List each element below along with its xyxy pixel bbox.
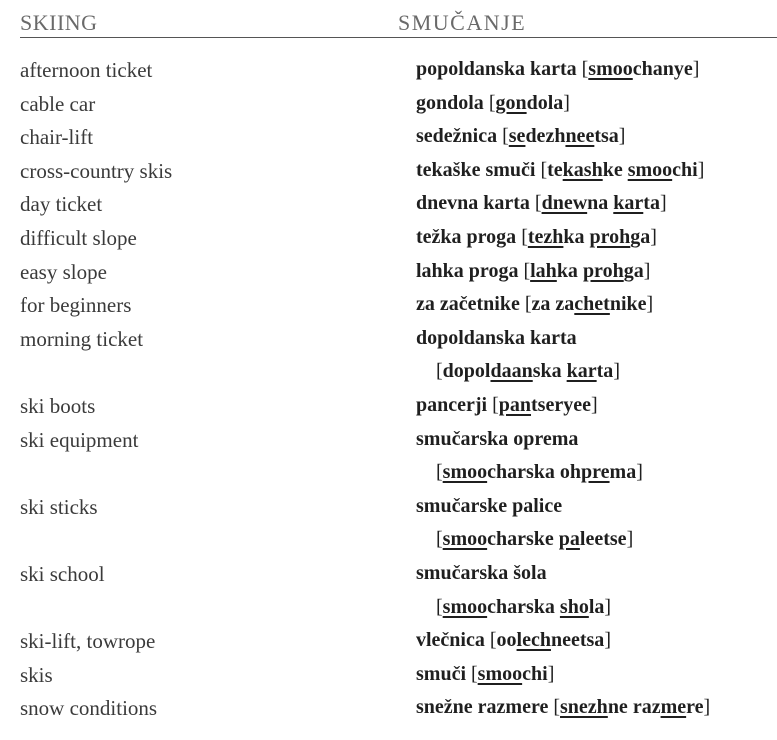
slovene-word: dopoldanska karta xyxy=(416,326,577,349)
english-term: ski sticks xyxy=(20,494,98,519)
english-term: difficult slope xyxy=(20,226,137,250)
pronunciation: [tezhka prohga] xyxy=(516,226,657,248)
english-term: cross-country skis xyxy=(20,158,173,183)
slovene-word: težka proga xyxy=(416,226,517,248)
slovene-term xyxy=(416,428,578,451)
slovene-word: smučarska šola xyxy=(416,562,547,584)
slovene-term xyxy=(416,159,704,182)
english-term: cable car xyxy=(20,91,96,116)
slovene-word: vlečnica xyxy=(416,629,485,652)
pronunciation: [oolechneetsa] xyxy=(484,629,611,652)
english-term: snow conditions xyxy=(20,696,158,721)
slovene-term xyxy=(416,92,570,115)
english-term: day ticket xyxy=(20,192,103,217)
english-term: ski-lift, towrope xyxy=(20,629,156,654)
slovene-term xyxy=(416,394,598,417)
slovene-term xyxy=(416,125,625,148)
pronunciation: [smoochanye] xyxy=(576,58,700,80)
slovene-term xyxy=(416,327,577,350)
slovene-term xyxy=(416,260,650,283)
pronunciation: [dnewna karta] xyxy=(529,192,667,215)
pronunciation: [dopoldaanska karta] xyxy=(436,360,620,383)
english-term: morning ticket xyxy=(20,326,144,351)
pronunciation: [smoochi] xyxy=(466,662,555,685)
pronunciation: [smoocharska shola] xyxy=(436,595,612,618)
slovene-word: popoldanska karta xyxy=(416,58,577,80)
slovene-word: smuči xyxy=(416,662,466,685)
header-english: SKIING xyxy=(20,10,98,35)
slovene-term xyxy=(416,562,547,585)
english-term: ski school xyxy=(20,562,105,586)
header-rule xyxy=(20,37,777,38)
pronunciation: [smoocharske paleetse] xyxy=(436,528,634,551)
pronunciation: [lahka prohga] xyxy=(518,259,651,282)
english-term: for beginners xyxy=(20,293,132,318)
slovene-word: za začetnike xyxy=(416,293,520,316)
slovene-word: tekaške smuči xyxy=(416,158,536,181)
english-term: ski boots xyxy=(20,394,96,418)
slovene-term xyxy=(416,696,710,719)
section-header xyxy=(0,0,777,40)
english-term: easy slope xyxy=(20,259,107,284)
slovene-word: sedežnica xyxy=(416,125,498,148)
pronunciation: [snezhne razmere] xyxy=(548,696,711,719)
slovene-term xyxy=(416,58,699,81)
slovene-word: pancerji xyxy=(416,394,488,416)
pronunciation: [sedezhneetsa] xyxy=(497,125,626,148)
slovene-term xyxy=(416,495,562,518)
slovene-term xyxy=(416,629,611,652)
slovene-term xyxy=(416,663,554,686)
slovene-word: smučarska oprema xyxy=(416,427,579,450)
pronunciation: [pantseryee] xyxy=(487,394,598,416)
pronunciation: [gondola] xyxy=(483,91,570,114)
english-term: skis xyxy=(20,662,53,687)
slovene-word: smučarske palice xyxy=(416,494,563,517)
slovene-word: gondola xyxy=(416,91,484,114)
pronunciation: [tekashke smoochi] xyxy=(535,158,705,181)
pronunciation: [smoocharska ohprema] xyxy=(436,461,643,484)
slovene-word: snežne razmere xyxy=(416,696,549,719)
english-term: chair-lift xyxy=(20,125,94,150)
slovene-term xyxy=(416,293,653,316)
slovene-word: lahka proga xyxy=(416,259,519,282)
slovene-term xyxy=(416,192,667,215)
pronunciation: [za zachetnike] xyxy=(519,293,654,316)
slovene-term xyxy=(416,226,657,249)
english-term: ski equipment xyxy=(20,427,139,452)
slovene-word: dnevna karta xyxy=(416,192,530,215)
header-slovene: SMUČANJE xyxy=(398,10,527,35)
english-term: afternoon ticket xyxy=(20,58,153,82)
